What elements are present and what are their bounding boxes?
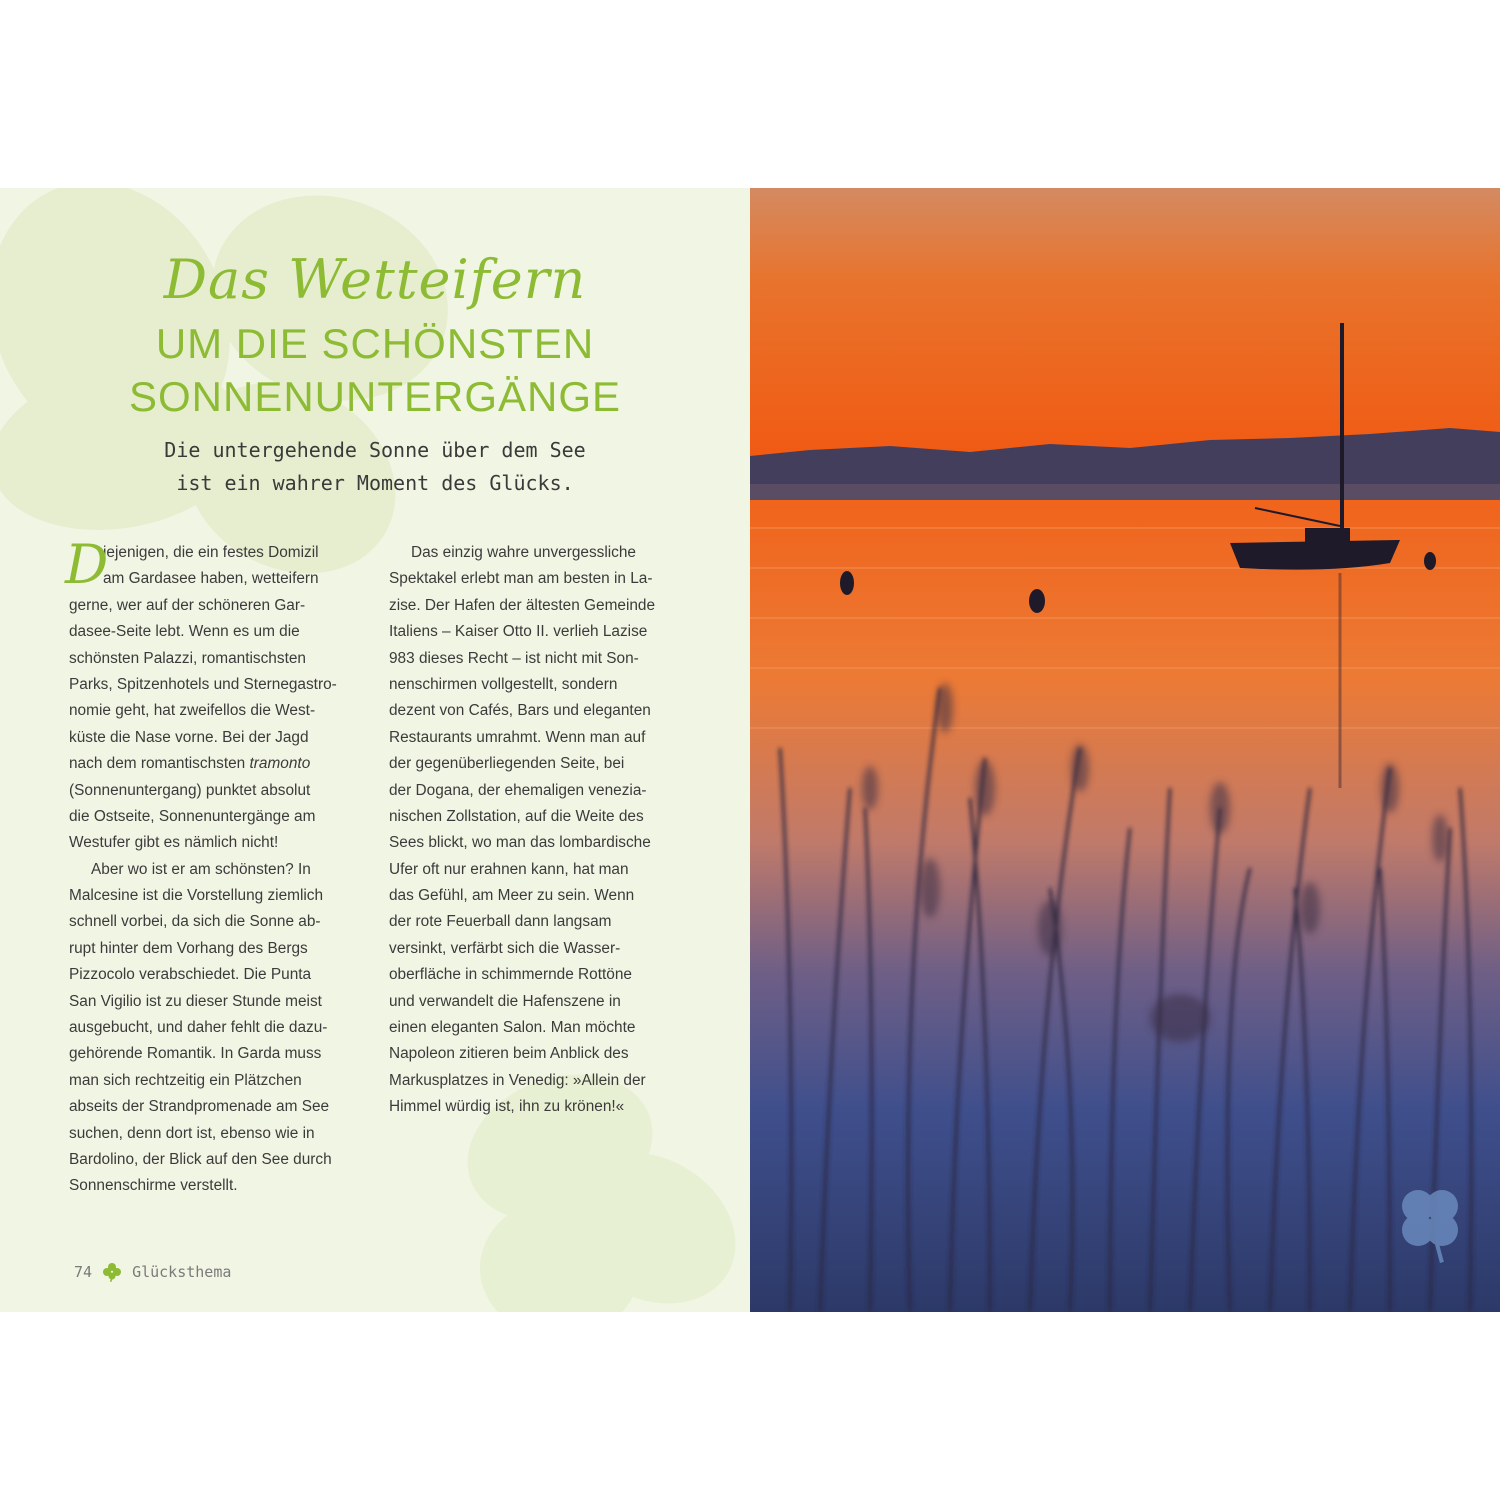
text-line: Ufer oft nur erahnen kann, hat man bbox=[389, 860, 629, 878]
text-line: nenschirmen vollgestellt, sondern bbox=[389, 675, 618, 693]
text-line: ausgebucht, und daher fehlt die dazu- bbox=[69, 1019, 328, 1037]
text-line: Sonnenschirme verstellt. bbox=[69, 1177, 238, 1195]
text-line: dezent von Cafés, Bars und eleganten bbox=[389, 702, 651, 720]
text-line: Westufer gibt es nämlich nicht! bbox=[69, 834, 279, 852]
text-line: rupt hinter dem Vorhang des Bergs bbox=[69, 939, 308, 957]
title-line-1: UM DIE SCHÖNSTEN bbox=[155, 320, 595, 367]
text-line: gehörende Romantik. In Garda muss bbox=[69, 1045, 322, 1063]
text-line: Malcesine ist die Vorstellung ziemlich bbox=[69, 887, 324, 905]
subtitle-line-2: ist ein wahrer Moment des Glücks. bbox=[176, 471, 574, 495]
text-line: das Gefühl, am Meer zu sein. Wenn bbox=[389, 887, 635, 905]
text-line: Restaurants umrahmt. Wenn man auf bbox=[389, 728, 646, 746]
text-line: küste die Nase vorne. Bei der Jagd bbox=[69, 728, 309, 746]
sunset-lake-photo bbox=[750, 188, 1500, 1312]
drop-cap: D bbox=[65, 533, 109, 596]
text-line: (Sonnenuntergang) punktet absolut bbox=[69, 781, 311, 799]
text-column-right bbox=[389, 540, 689, 1121]
text-line: am Gardasee haben, wetteifern bbox=[103, 570, 319, 588]
title-script: Das Wetteifern bbox=[163, 248, 587, 311]
text-line: versinkt, verfärbt sich die Wasser- bbox=[389, 939, 621, 957]
text-line: Italiens – Kaiser Otto II. verlieh Lazise bbox=[389, 623, 648, 641]
text-line: schönsten Palazzi, romantischsten bbox=[69, 649, 306, 667]
text-line: dasee-Seite lebt. Wenn es um die bbox=[69, 623, 300, 641]
text-line: Himmel würdig ist, ihn zu krönen!« bbox=[389, 1098, 625, 1116]
clover-icon bbox=[102, 1262, 122, 1282]
text-line: der Dogana, der ehemaligen venezia- bbox=[389, 781, 647, 799]
page-footer bbox=[74, 1262, 231, 1282]
text-line: Sees blickt, wo man das lombardische bbox=[389, 834, 651, 852]
lake-water bbox=[750, 500, 1500, 1312]
text-line: Markusplatzes in Venedig: »Allein der bbox=[389, 1071, 646, 1089]
text-line: suchen, denn dort ist, ebenso wie in bbox=[69, 1124, 315, 1142]
title-line-2: SONNENUNTERGÄNGE bbox=[128, 373, 622, 420]
text-line: einen eleganten Salon. Man möchte bbox=[389, 1019, 636, 1037]
text-line: gerne, wer auf der schöneren Gar- bbox=[69, 596, 306, 614]
text-line: nischen Zollstation, auf die Weite des bbox=[389, 807, 644, 825]
page-number: 74 bbox=[74, 1263, 93, 1281]
text-line: Napoleon zitieren beim Anblick des bbox=[389, 1045, 629, 1063]
text-line: Aber wo ist er am schönsten? In bbox=[91, 860, 311, 878]
text-line: der rote Feuerball dann langsam bbox=[389, 913, 612, 931]
text-line: zise. Der Hafen der ältesten Gemeinde bbox=[389, 596, 656, 614]
text-line: nomie geht, hat zweifellos die West- bbox=[69, 702, 316, 720]
sky-area bbox=[750, 188, 1500, 458]
text-line: und verwandelt die Hafenszene in bbox=[389, 992, 621, 1010]
text-line: schnell vorbei, da sich die Sonne ab- bbox=[69, 913, 321, 931]
text-line: San Vigilio ist zu dieser Stunde meist bbox=[69, 992, 322, 1010]
text-line: Das einzig wahre unvergessliche bbox=[411, 544, 636, 561]
text-line: die Ostseite, Sonnenuntergänge am bbox=[69, 807, 316, 825]
text-line: Parks, Spitzenhotels und Sternegastro- bbox=[69, 675, 337, 693]
text-line: abseits der Strandpromenade am See bbox=[69, 1098, 330, 1116]
book-spread bbox=[0, 188, 1500, 1312]
text-line: Spektakel erlebt man am besten in La- bbox=[389, 570, 653, 588]
section-label: Glücksthema bbox=[132, 1263, 232, 1281]
left-page bbox=[0, 188, 750, 1312]
text-column-left bbox=[65, 533, 369, 1200]
text-line: 983 dieses Recht – ist nicht mit Son- bbox=[389, 649, 639, 667]
text-line: Pizzocolo verabschiedet. Die Punta bbox=[69, 966, 312, 984]
text-line: oberfläche in schimmernde Rottöne bbox=[389, 966, 632, 984]
text-line: man sich rechtzeitig ein Plätzchen bbox=[69, 1071, 302, 1089]
text-line: nach dem romantischsten tramonto bbox=[69, 755, 311, 773]
text-line: Bardolino, der Blick auf den See durch bbox=[69, 1150, 332, 1168]
text-line: der gegenüberliegenden Seite, bei bbox=[389, 755, 625, 773]
text-line: iejenigen, die ein festes Domizil bbox=[103, 544, 319, 561]
subtitle-line-1: Die untergehende Sonne über dem See bbox=[164, 438, 586, 462]
